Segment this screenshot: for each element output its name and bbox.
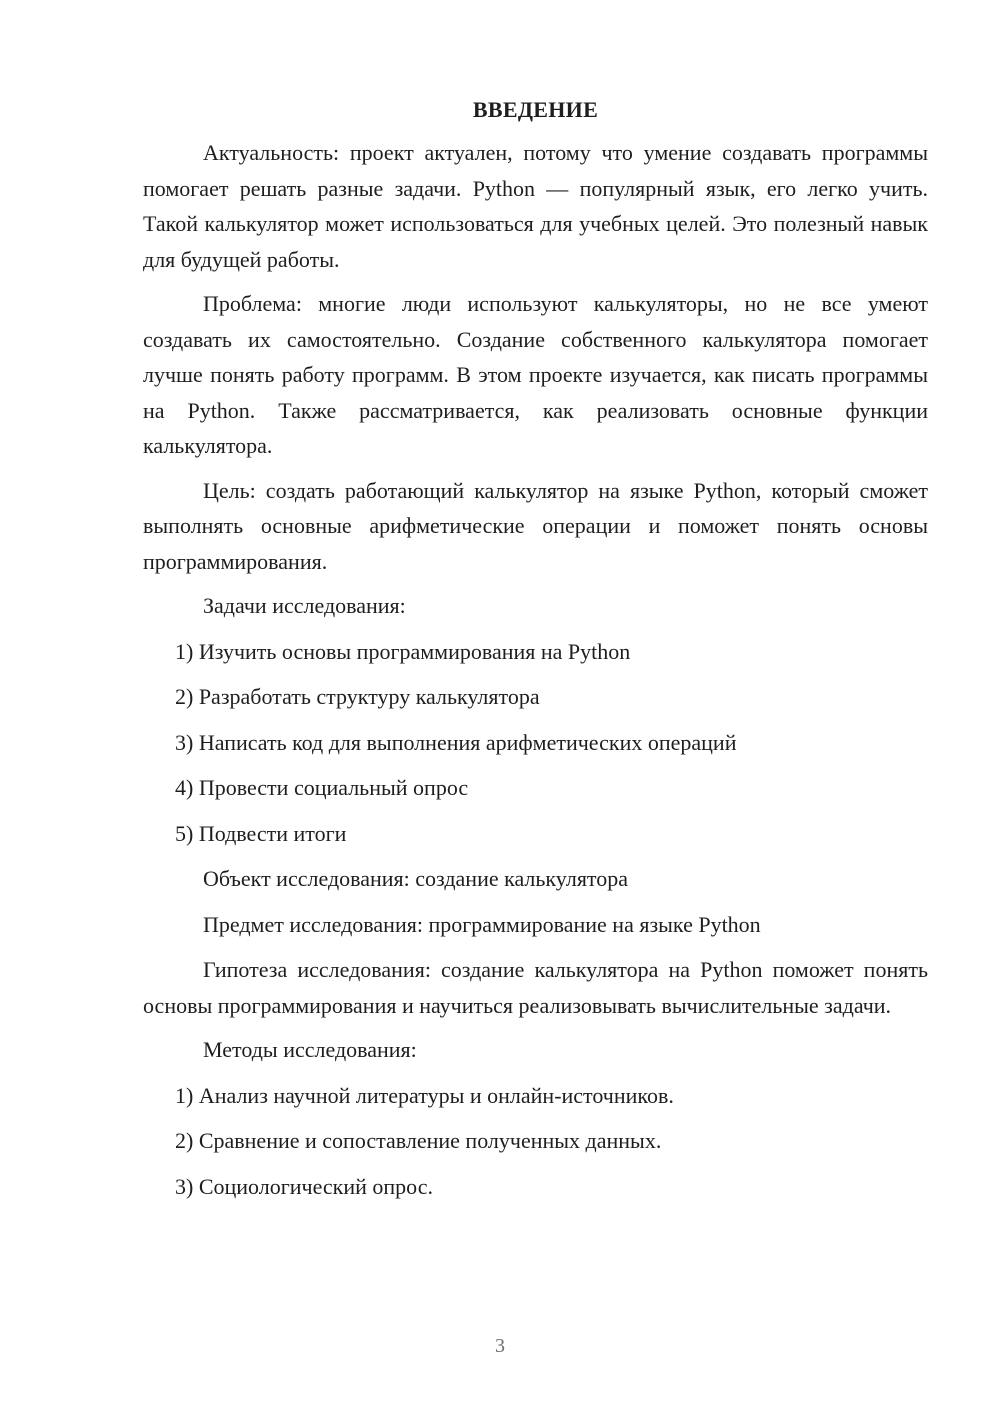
object-paragraph: Объект исследования: создание калькулятора: [203, 866, 629, 891]
tasks-label: Задачи исследования:: [203, 593, 406, 618]
tasks-list: [143, 634, 928, 852]
list-item: 5) Подвести итоги: [175, 820, 347, 846]
subject-paragraph: Предмет исследования: программирование на языке Python: [203, 911, 761, 937]
goal-paragraph: Цель: создать работающий калькулятор на языке Python, который сможет выполнять основные арифметические операции и поможет понять основы программирования.: [143, 477, 928, 574]
relevance-paragraph: Актуальность: проект актуален, потому что умение создавать программы помогает решать разные задачи. Python — популярный язык, его легко учить. Такой калькулятор может использоваться для учебных целей. Это полезный навык для будущей работы.: [143, 140, 928, 272]
list-item: 3) Социологический опрос.: [175, 1173, 433, 1199]
list-item: 1) Изучить основы программирования на Python: [175, 638, 631, 664]
hypothesis-paragraph: Гипотеза исследования: создание калькулятора на Python поможет понять основы программирования и научиться реализовывать вычислительные задачи.: [143, 957, 928, 1018]
list-item: 3) Написать код для выполнения арифметических операций: [175, 729, 737, 755]
page-content: [143, 92, 928, 1214]
methods-list: [143, 1078, 928, 1205]
list-item: 4) Провести социальный опрос: [175, 775, 469, 800]
problem-paragraph: Проблема: многие люди используют калькуляторы, но не все умеют создавать их самостоятельно. Создание собственного калькулятора помогает лучше понять работу программ. В этом проекте изучается, как писать программы на Python. Также рассматривается, как реализовать основные функции калькулятора.: [143, 291, 928, 458]
methods-label: Методы исследования:: [203, 1037, 417, 1062]
list-item: 1) Анализ научной литературы и онлайн-источников.: [175, 1082, 674, 1108]
list-item: 2) Сравнение и сопоставление полученных данных.: [175, 1128, 662, 1153]
section-title: ВВЕДЕНИЕ: [472, 97, 599, 122]
list-item: 2) Разработать структуру калькулятора: [175, 684, 540, 709]
page-number: 3: [495, 1335, 505, 1357]
